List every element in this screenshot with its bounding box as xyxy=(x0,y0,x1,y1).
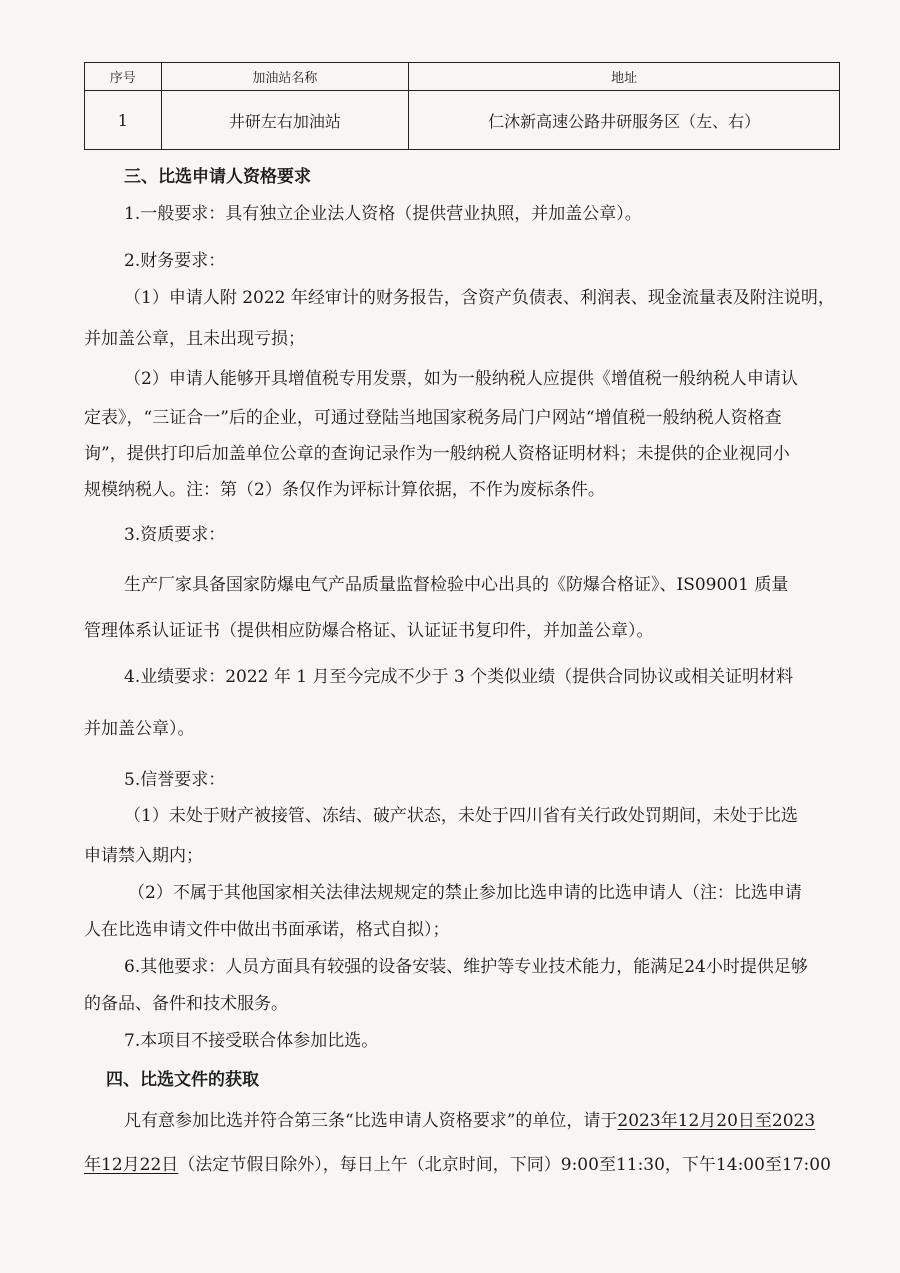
financial-item-2-line-2: 定表》，“三证合一”后的企业，可通过登陆当地国家税务局门户网站“增值税一般纳税人资格查 xyxy=(84,408,782,428)
credit-item-1-line-2: 申请禁入期内； xyxy=(84,846,203,866)
financial-item-1-line-1: （1）申请人附 2022 年经审计的财务报告，含资产负债表、利润表、现金流量表及附注说明， xyxy=(124,288,835,308)
performance-line-2: 并加盖公章）。 xyxy=(84,719,195,739)
cell-index: 1 xyxy=(85,91,162,150)
financial-item-2-line-3: 询”，提供打印后加盖单位公章的查询记录作为一般纳税人资格证明材料；未提供的企业视同小 xyxy=(84,444,790,464)
acquisition-line-1 xyxy=(124,1113,815,1130)
acquisition-date-start: 2023年12月20日至2023 xyxy=(617,1111,816,1131)
credit-item-1-line-1: （1）未处于财产被接管、冻结、破产状态，未处于四川省有关行政处罚期间，未处于比选 xyxy=(124,806,798,826)
table-row xyxy=(85,91,840,150)
acquisition-line-2 xyxy=(84,1157,831,1174)
header-address: 地址 xyxy=(409,63,840,91)
credit-title: 5.信誉要求： xyxy=(124,770,226,790)
qualification-title: 3.资质要求： xyxy=(124,525,226,545)
header-index: 序号 xyxy=(85,63,162,91)
no-consortium-line: 7.本项目不接受联合体参加比选。 xyxy=(124,1031,379,1051)
credit-item-2-line-1: （2）不属于其他国家相关法律法规规定的禁止参加比选申请的比选申请人（注：比选申请 xyxy=(128,883,802,903)
cell-station-name: 井研左右加油站 xyxy=(161,91,409,150)
section-4-heading: 四、比选文件的获取 xyxy=(106,1070,259,1090)
acquisition-date-end: 年12月22日 xyxy=(84,1155,179,1175)
financial-item-2-line-4: 规模纳税人。注：第（2）条仅作为评标计算依据，不作为废标条件。 xyxy=(84,480,605,500)
qualification-line-2: 管理体系认证证书（提供相应防爆合格证、认证证书复印件，并加盖公章）。 xyxy=(84,621,654,641)
acquisition-line-1-text: 凡有意参加比选并符合第三条“比选申请人资格要求”的单位，请于 xyxy=(124,1111,618,1131)
performance-line-1: 4.业绩要求：2022 年 1 月至今完成不少于 3 个类似业绩（提供合同协议或相关证明材料 xyxy=(124,667,794,687)
header-station-name: 加油站名称 xyxy=(161,63,409,91)
gas-station-table xyxy=(84,62,840,150)
financial-item-2-line-1: （2）申请人能够开具增值税专用发票，如为一般纳税人应提供《增值税一般纳税人申请认 xyxy=(124,369,798,389)
general-requirement: 1.一般要求：具有独立企业法人资格（提供营业执照，并加盖公章）。 xyxy=(124,204,642,224)
credit-item-2-line-2: 人在比选申请文件中做出书面承诺，格式自拟）； xyxy=(84,920,450,940)
table-header-row xyxy=(85,63,840,91)
qualification-line-1: 生产厂家具备国家防爆电气产品质量监督检验中心出具的《防爆合格证》、IS09001 质量 xyxy=(124,575,789,595)
acquisition-line-2-text: （法定节假日除外），每日上午（北京时间，下同）9:00至11:30，下午14:00至17:00 xyxy=(178,1155,831,1175)
section-3-heading: 三、比选申请人资格要求 xyxy=(124,167,311,187)
financial-item-1-line-2: 并加盖公章，且未出现亏损； xyxy=(84,329,305,349)
financial-requirement-title: 2.财务要求： xyxy=(124,251,226,271)
other-requirement-line-2: 的备品、备件和技术服务。 xyxy=(84,994,288,1014)
cell-address: 仁沐新高速公路井研服务区（左、右） xyxy=(409,91,840,150)
other-requirement-line-1: 6.其他要求：人员方面具有较强的设备安装、维护等专业技术能力，能满足24小时提供足够 xyxy=(124,957,808,977)
